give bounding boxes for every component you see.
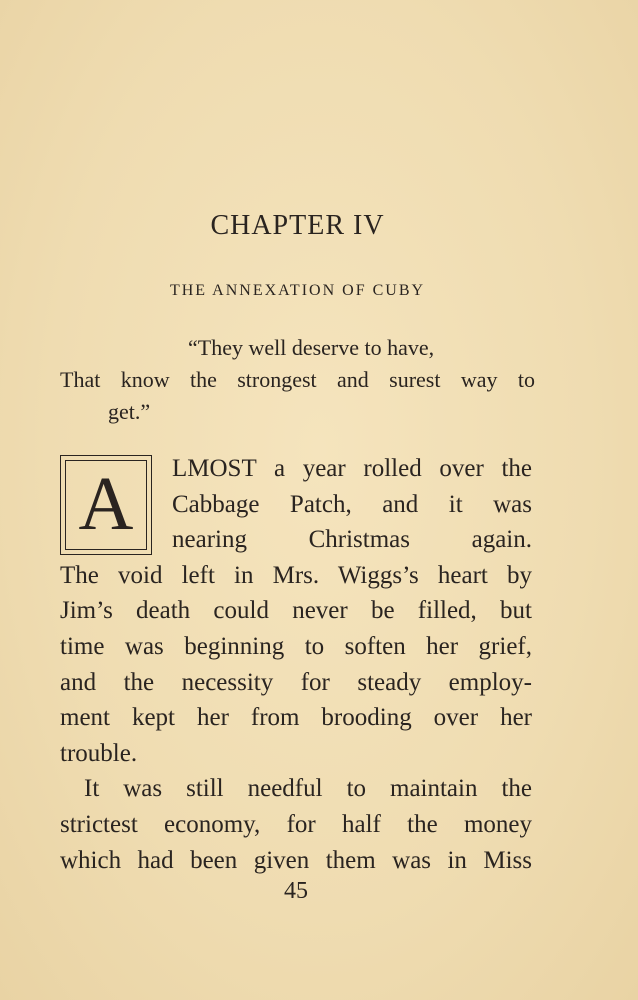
text-line: which had been given them was in Miss bbox=[60, 846, 532, 874]
epigraph-line: get.” bbox=[108, 399, 151, 424]
epigraph-line: “They well deserve to have, bbox=[188, 335, 435, 360]
text-line: Jim’s death could never be filled, but bbox=[60, 597, 532, 625]
drop-cap-letter: A bbox=[78, 462, 134, 546]
text-line: The void left in Mrs. Wiggs’s heart by bbox=[60, 561, 532, 589]
text-line: Cabbage Patch, and it was bbox=[172, 490, 532, 518]
text-line: trouble. bbox=[60, 739, 138, 767]
chapter-title: CHAPTER IV bbox=[210, 210, 385, 241]
text-line: time was beginning to soften her grief, bbox=[60, 632, 532, 660]
text-line: It was still needful to maintain the bbox=[84, 775, 532, 803]
epigraph bbox=[60, 332, 535, 428]
text-line: strictest economy, for half the money bbox=[60, 810, 532, 838]
text-line: nearing Christmas again. bbox=[172, 526, 532, 554]
body-text bbox=[60, 451, 532, 878]
text-line: and the necessity for steady employ- bbox=[60, 668, 532, 696]
chapter-subtitle: THE ANNEXATION OF CUBY bbox=[169, 282, 426, 299]
epigraph-line: That know the strongest and surest way to bbox=[60, 367, 535, 392]
page-number: 45 bbox=[284, 878, 308, 904]
text-line: ment kept her from brooding over her bbox=[60, 704, 532, 732]
text-line: LMOST a year rolled over the bbox=[172, 455, 532, 482]
